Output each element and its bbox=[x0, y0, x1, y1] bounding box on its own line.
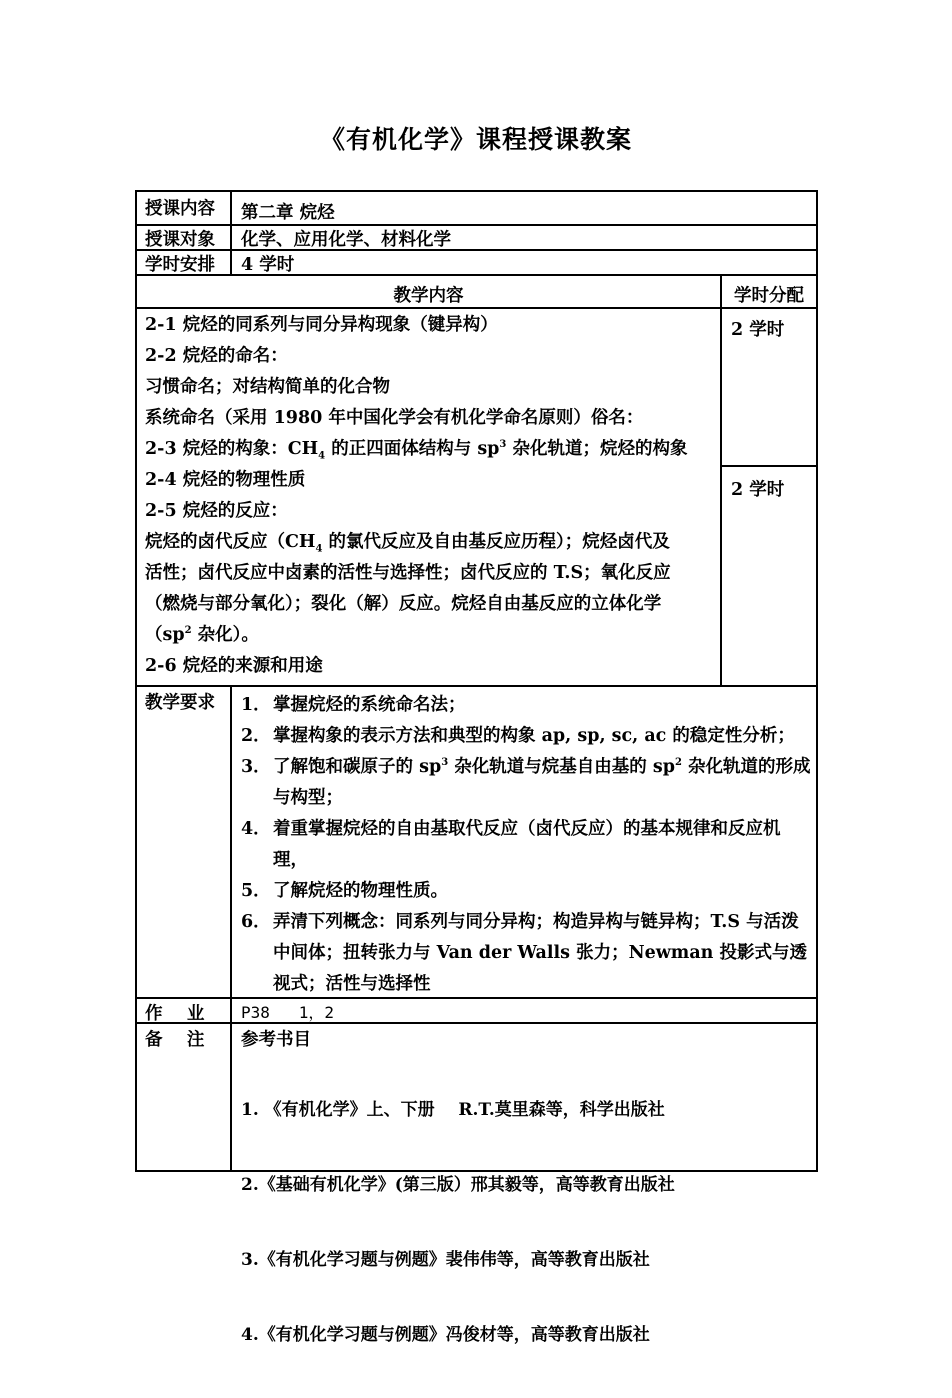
requirement-item: 4． 着重掌握烷烃的自由基取代反应（卤代反应）的基本规律和反应机理， bbox=[241, 819, 781, 870]
content-line: 2-5 烷烃的反应： bbox=[145, 501, 288, 521]
row-divider bbox=[137, 274, 816, 276]
reference-item: 2.《基础有机化学》(第三版）邢其毅等，高等教育出版社 bbox=[241, 1175, 675, 1195]
row-divider bbox=[137, 224, 816, 226]
requirement-item: 1． 掌握烷烃的系统命名法； bbox=[241, 695, 466, 715]
requirements-list bbox=[241, 690, 813, 1000]
value-homework: P38 1，2 bbox=[241, 1003, 335, 1022]
row-divider bbox=[137, 685, 816, 687]
row-divider bbox=[137, 249, 816, 251]
label-notes: 备 注 bbox=[145, 1030, 205, 1050]
value-hours-plan: 4 学时 bbox=[241, 255, 295, 275]
label-homework: 作 业 bbox=[145, 1004, 205, 1024]
hours-allocation-1: 2 学时 bbox=[731, 320, 785, 340]
requirement-item: 5． 了解烷烃的物理性质。 bbox=[241, 881, 448, 901]
reference-item: 4.《有机化学习题与例题》冯俊材等，高等教育出版社 bbox=[241, 1325, 650, 1345]
notes-heading: 参考书目 bbox=[241, 1030, 311, 1050]
reference-list bbox=[241, 1048, 813, 1398]
col-divider bbox=[230, 192, 232, 276]
value-audience: 化学、应用化学、材料化学 bbox=[241, 230, 451, 250]
lesson-plan-table bbox=[135, 190, 818, 1345]
reference-item: 3.《有机化学习题与例题》裴伟伟等，高等教育出版社 bbox=[241, 1250, 650, 1270]
label-hours-plan: 学时安排 bbox=[145, 255, 215, 275]
hours-allocation-2: 2 学时 bbox=[731, 480, 785, 500]
reference-item: 1. 《有机化学》上、下册 R.T.莫里森等，科学出版社 bbox=[241, 1100, 665, 1120]
page-title: 《有机化学》课程授课教案 bbox=[319, 125, 632, 154]
content-line: 烷烃的卤代反应（$CH_4$ 的氯代反应及自由基反应历程）；烷烃卤代及 bbox=[145, 532, 670, 555]
hours-divider bbox=[720, 465, 816, 467]
content-line: 活性；卤代反应中卤素的活性与选择性；卤代反应的 T.S；氧化反应 bbox=[145, 563, 671, 583]
label-audience: 授课对象 bbox=[145, 230, 215, 250]
content-header: 教学内容 bbox=[393, 286, 464, 306]
label-requirements: 教学要求 bbox=[145, 693, 215, 713]
content-line: 2-3 烷烃的构象：$CH_4$ 的正四面体结构与 $sp^3$ 杂化轨道；烷烃的构象 bbox=[145, 439, 688, 462]
hours-header: 学时分配 bbox=[734, 286, 804, 306]
content-line: （燃烧与部分氧化）；裂化（解）反应。烷烃自由基反应的立体化学 bbox=[145, 594, 662, 614]
row-divider bbox=[137, 307, 816, 309]
row-divider bbox=[137, 1022, 816, 1024]
content-line: 2-6 烷烃的来源和用途 bbox=[145, 656, 323, 676]
content-line: 系统命名（采用 1980 年中国化学会有机化学命名原则）俗名： bbox=[145, 408, 644, 428]
requirement-item: 2． 掌握构象的表示方法和典型的构象 ap, sp, sc, ac 的稳定性分析； bbox=[241, 726, 795, 746]
requirement-item: 6． 弄清下列概念：同系列与同分异构；构造异构与链异构；T.S 与活泼中间体；扭转张力与 Van der Walls 张力；Newman 投影式与透视式；活性与选择性 bbox=[241, 912, 807, 994]
value-course-content: 第二章 烷烃 bbox=[241, 203, 335, 223]
col-divider bbox=[720, 276, 722, 687]
content-line: 2-1 烷烃的同系列与同分异构现象（键异构） bbox=[145, 315, 498, 335]
col-divider bbox=[230, 687, 232, 1170]
content-line: 2-4 烷烃的物理性质 bbox=[145, 470, 306, 490]
content-line: 习惯命名；对结构简单的化合物 bbox=[145, 377, 390, 397]
requirement-item: 3． 了解饱和碳原子的 $sp^3$ 杂化轨道与烷基自由基的 $sp^2$ 杂化轨道的形成与构型； bbox=[241, 757, 811, 808]
label-course-content: 授课内容 bbox=[145, 199, 215, 219]
content-line: （$sp^2$ 杂化）。 bbox=[145, 625, 259, 645]
teaching-content bbox=[145, 310, 717, 682]
content-line: 2-2 烷烃的命名： bbox=[145, 346, 288, 366]
